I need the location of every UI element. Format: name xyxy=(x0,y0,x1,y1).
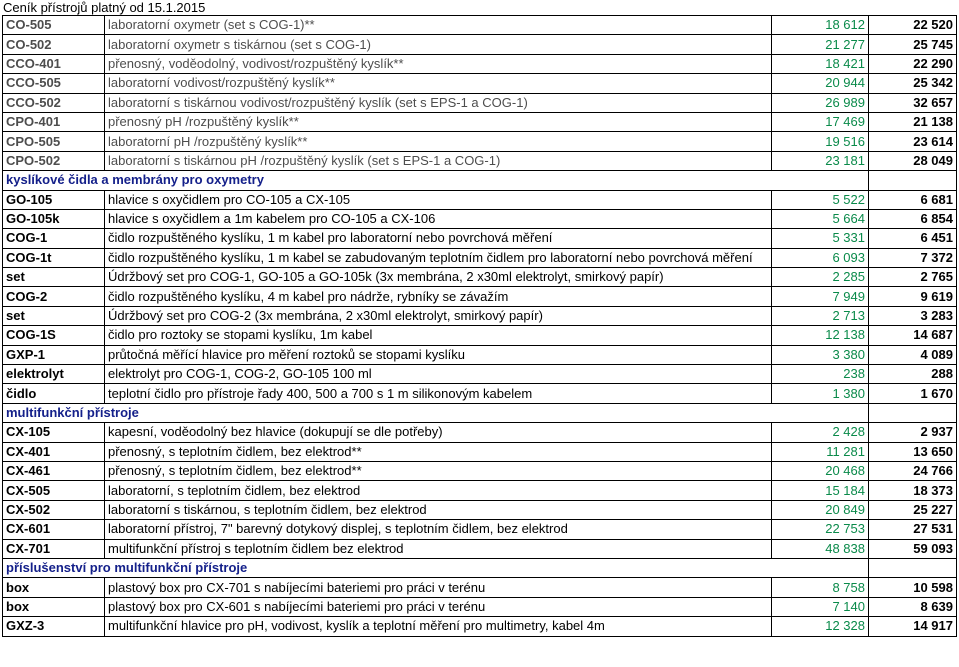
price-without-vat-cell: 18 612 xyxy=(772,16,869,35)
product-code-cell: CX-701 xyxy=(3,539,105,558)
product-code-cell: CCO-502 xyxy=(3,93,105,112)
product-code-cell: GXZ-3 xyxy=(3,617,105,636)
price-with-vat-cell: 24 766 xyxy=(869,461,957,480)
price-without-vat-cell: 15 184 xyxy=(772,481,869,500)
table-row xyxy=(3,229,957,248)
product-code-cell: CX-461 xyxy=(3,461,105,480)
product-code-cell: CX-505 xyxy=(3,481,105,500)
price-without-vat-cell: 2 713 xyxy=(772,306,869,325)
product-code-cell: COG-1t xyxy=(3,248,105,267)
product-code-cell: čidlo xyxy=(3,384,105,403)
table-row xyxy=(3,442,957,461)
table-row xyxy=(3,500,957,519)
price-without-vat-cell: 20 468 xyxy=(772,461,869,480)
table-row xyxy=(3,74,957,93)
price-without-vat-cell: 19 516 xyxy=(772,132,869,151)
description-cell: kapesní, voděodolný bez hlavice (dokupují se dle potřeby) xyxy=(105,423,772,442)
section-header-blank-cell xyxy=(869,403,957,422)
description-cell: laboratorní s tiskárnou, s teplotním čidlem, bez elektrod xyxy=(105,500,772,519)
description-cell: hlavice s oxyčidlem pro CO-105 a CX-105 xyxy=(105,190,772,209)
table-row xyxy=(3,461,957,480)
description-cell: laboratorní oxymetr s tiskárnou (set s COG-1) xyxy=(105,35,772,54)
price-with-vat-cell: 2 937 xyxy=(869,423,957,442)
table-row xyxy=(3,365,957,384)
section-header: příslušenství pro multifunkční přístroje xyxy=(3,558,869,577)
price-with-vat-cell: 18 373 xyxy=(869,481,957,500)
price-without-vat-cell: 18 421 xyxy=(772,54,869,73)
product-code-cell: GO-105 xyxy=(3,190,105,209)
price-without-vat-cell: 20 849 xyxy=(772,500,869,519)
product-code-cell: GO-105k xyxy=(3,209,105,228)
product-code-cell: CPO-502 xyxy=(3,151,105,170)
description-cell: Údržbový set pro COG-1, GO-105 a GO-105k (3x membrána, 2 x30ml elektrolyt, smirkový papír) xyxy=(105,268,772,287)
description-cell: plastový box pro CX-601 s nabíjecími bateriemi pro práci v terénu xyxy=(105,597,772,616)
price-with-vat-cell: 8 639 xyxy=(869,597,957,616)
description-cell: multifunkční přístroj s teplotním čidlem bez elektrod xyxy=(105,539,772,558)
section-header-blank-cell xyxy=(869,558,957,577)
price-without-vat-cell: 5 331 xyxy=(772,229,869,248)
price-with-vat-cell: 7 372 xyxy=(869,248,957,267)
product-code-cell: CCO-505 xyxy=(3,74,105,93)
description-cell: Údržbový set pro COG-2 (3x membrána, 2 x30ml elektrolyt, smirkový papír) xyxy=(105,306,772,325)
description-cell: přenosný, voděodolný, vodivost/rozpuštěný kyslík** xyxy=(105,54,772,73)
table-row xyxy=(3,112,957,131)
description-cell: elektrolyt pro COG-1, COG-2, GO-105 100 ml xyxy=(105,365,772,384)
price-with-vat-cell: 13 650 xyxy=(869,442,957,461)
table-row xyxy=(3,209,957,228)
price-without-vat-cell: 238 xyxy=(772,365,869,384)
price-without-vat-cell: 48 838 xyxy=(772,539,869,558)
price-with-vat-cell: 25 227 xyxy=(869,500,957,519)
table-row xyxy=(3,306,957,325)
table-row xyxy=(3,132,957,151)
table-row xyxy=(3,190,957,209)
product-code-cell: box xyxy=(3,597,105,616)
price-with-vat-cell: 14 917 xyxy=(869,617,957,636)
price-with-vat-cell: 6 681 xyxy=(869,190,957,209)
product-code-cell: CX-105 xyxy=(3,423,105,442)
price-with-vat-cell: 22 290 xyxy=(869,54,957,73)
table-row xyxy=(3,481,957,500)
price-with-vat-cell: 3 283 xyxy=(869,306,957,325)
product-code-cell: CO-505 xyxy=(3,16,105,35)
section-header-row xyxy=(3,558,957,577)
price-with-vat-cell: 9 619 xyxy=(869,287,957,306)
price-with-vat-cell: 27 531 xyxy=(869,520,957,539)
price-table-body xyxy=(3,16,957,637)
price-without-vat-cell: 3 380 xyxy=(772,345,869,364)
price-with-vat-cell: 28 049 xyxy=(869,151,957,170)
price-without-vat-cell: 12 138 xyxy=(772,326,869,345)
section-header: multifunkční přístroje xyxy=(3,403,869,422)
product-code-cell: COG-1 xyxy=(3,229,105,248)
price-with-vat-cell: 288 xyxy=(869,365,957,384)
section-header-row xyxy=(3,171,957,190)
section-header-blank-cell xyxy=(869,171,957,190)
table-row xyxy=(3,384,957,403)
price-without-vat-cell: 26 989 xyxy=(772,93,869,112)
description-cell: laboratorní vodivost/rozpuštěný kyslík** xyxy=(105,74,772,93)
price-without-vat-cell: 7 949 xyxy=(772,287,869,306)
table-row xyxy=(3,520,957,539)
table-row xyxy=(3,268,957,287)
price-with-vat-cell: 6 854 xyxy=(869,209,957,228)
price-with-vat-cell: 22 520 xyxy=(869,16,957,35)
product-code-cell: COG-1S xyxy=(3,326,105,345)
table-row xyxy=(3,345,957,364)
price-without-vat-cell: 20 944 xyxy=(772,74,869,93)
price-without-vat-cell: 7 140 xyxy=(772,597,869,616)
product-code-cell: CPO-401 xyxy=(3,112,105,131)
product-code-cell: CX-401 xyxy=(3,442,105,461)
price-without-vat-cell: 2 285 xyxy=(772,268,869,287)
table-row xyxy=(3,617,957,636)
page-title: Ceník přístrojů platný od 15.1.2015 xyxy=(3,0,206,15)
price-without-vat-cell: 22 753 xyxy=(772,520,869,539)
price-with-vat-cell: 59 093 xyxy=(869,539,957,558)
description-cell: laboratorní s tiskárnou pH /rozpuštěný kyslík (set s EPS-1 a COG-1) xyxy=(105,151,772,170)
price-with-vat-cell: 4 089 xyxy=(869,345,957,364)
price-without-vat-cell: 2 428 xyxy=(772,423,869,442)
price-with-vat-cell: 10 598 xyxy=(869,578,957,597)
section-header: kyslíkové čidla a membrány pro oxymetry xyxy=(3,171,869,190)
table-row xyxy=(3,597,957,616)
price-without-vat-cell: 21 277 xyxy=(772,35,869,54)
description-cell: laboratorní přístroj, 7" barevný dotykový displej, s teplotním čidlem, bez elektrod xyxy=(105,520,772,539)
price-without-vat-cell: 8 758 xyxy=(772,578,869,597)
description-cell: teplotní čidlo pro přístroje řady 400, 500 a 700 s 1 m silikonovým kabelem xyxy=(105,384,772,403)
description-cell: laboratorní, s teplotním čidlem, bez elektrod xyxy=(105,481,772,500)
price-with-vat-cell: 23 614 xyxy=(869,132,957,151)
price-without-vat-cell: 12 328 xyxy=(772,617,869,636)
section-header-row xyxy=(3,403,957,422)
description-cell: laboratorní pH /rozpuštěný kyslík** xyxy=(105,132,772,151)
price-without-vat-cell: 23 181 xyxy=(772,151,869,170)
product-code-cell: CO-502 xyxy=(3,35,105,54)
description-cell: multifunkční hlavice pro pH, vodivost, kyslík a teplotní měření pro multimetry, kabel 4m xyxy=(105,617,772,636)
description-cell: přenosný, s teplotním čidlem, bez elektrod** xyxy=(105,461,772,480)
price-without-vat-cell: 5 664 xyxy=(772,209,869,228)
price-with-vat-cell: 21 138 xyxy=(869,112,957,131)
description-cell: čidlo rozpuštěného kyslíku, 4 m kabel pro nádrže, rybníky se závažím xyxy=(105,287,772,306)
description-cell: průtočná měřící hlavice pro měření roztoků se stopami kyslíku xyxy=(105,345,772,364)
description-cell: plastový box pro CX-701 s nabíjecími bateriemi pro práci v terénu xyxy=(105,578,772,597)
price-with-vat-cell: 6 451 xyxy=(869,229,957,248)
product-code-cell: CX-601 xyxy=(3,520,105,539)
price-without-vat-cell: 6 093 xyxy=(772,248,869,267)
table-row xyxy=(3,578,957,597)
price-with-vat-cell: 14 687 xyxy=(869,326,957,345)
description-cell: hlavice s oxyčidlem a 1m kabelem pro CO-105 a CX-106 xyxy=(105,209,772,228)
price-table xyxy=(2,15,957,637)
table-row xyxy=(3,35,957,54)
price-with-vat-cell: 1 670 xyxy=(869,384,957,403)
table-row xyxy=(3,93,957,112)
table-row xyxy=(3,287,957,306)
product-code-cell: box xyxy=(3,578,105,597)
description-cell: přenosný, s teplotním čidlem, bez elektrod** xyxy=(105,442,772,461)
price-with-vat-cell: 25 745 xyxy=(869,35,957,54)
table-row xyxy=(3,151,957,170)
table-row xyxy=(3,54,957,73)
product-code-cell: COG-2 xyxy=(3,287,105,306)
product-code-cell: set xyxy=(3,268,105,287)
table-row xyxy=(3,16,957,35)
product-code-cell: set xyxy=(3,306,105,325)
description-cell: laboratorní s tiskárnou vodivost/rozpuštěný kyslík (set s EPS-1 a COG-1) xyxy=(105,93,772,112)
product-code-cell: CPO-505 xyxy=(3,132,105,151)
description-cell: laboratorní oxymetr (set s COG-1)** xyxy=(105,16,772,35)
product-code-cell: CCO-401 xyxy=(3,54,105,73)
table-row xyxy=(3,423,957,442)
table-row xyxy=(3,326,957,345)
price-without-vat-cell: 5 522 xyxy=(772,190,869,209)
description-cell: přenosný pH /rozpuštěný kyslík** xyxy=(105,112,772,131)
price-with-vat-cell: 2 765 xyxy=(869,268,957,287)
product-code-cell: GXP-1 xyxy=(3,345,105,364)
price-without-vat-cell: 17 469 xyxy=(772,112,869,131)
description-cell: čidlo rozpuštěného kyslíku, 1 m kabel se zabudovaným teplotním čidlem pro laboratorní nebo povrchová měření xyxy=(105,248,772,267)
description-cell: čidlo pro roztoky se stopami kyslíku, 1m kabel xyxy=(105,326,772,345)
price-with-vat-cell: 32 657 xyxy=(869,93,957,112)
description-cell: čidlo rozpuštěného kyslíku, 1 m kabel pro laboratorní nebo povrchová měření xyxy=(105,229,772,248)
product-code-cell: CX-502 xyxy=(3,500,105,519)
price-without-vat-cell: 1 380 xyxy=(772,384,869,403)
product-code-cell: elektrolyt xyxy=(3,365,105,384)
price-without-vat-cell: 11 281 xyxy=(772,442,869,461)
price-with-vat-cell: 25 342 xyxy=(869,74,957,93)
table-row xyxy=(3,539,957,558)
table-row xyxy=(3,248,957,267)
